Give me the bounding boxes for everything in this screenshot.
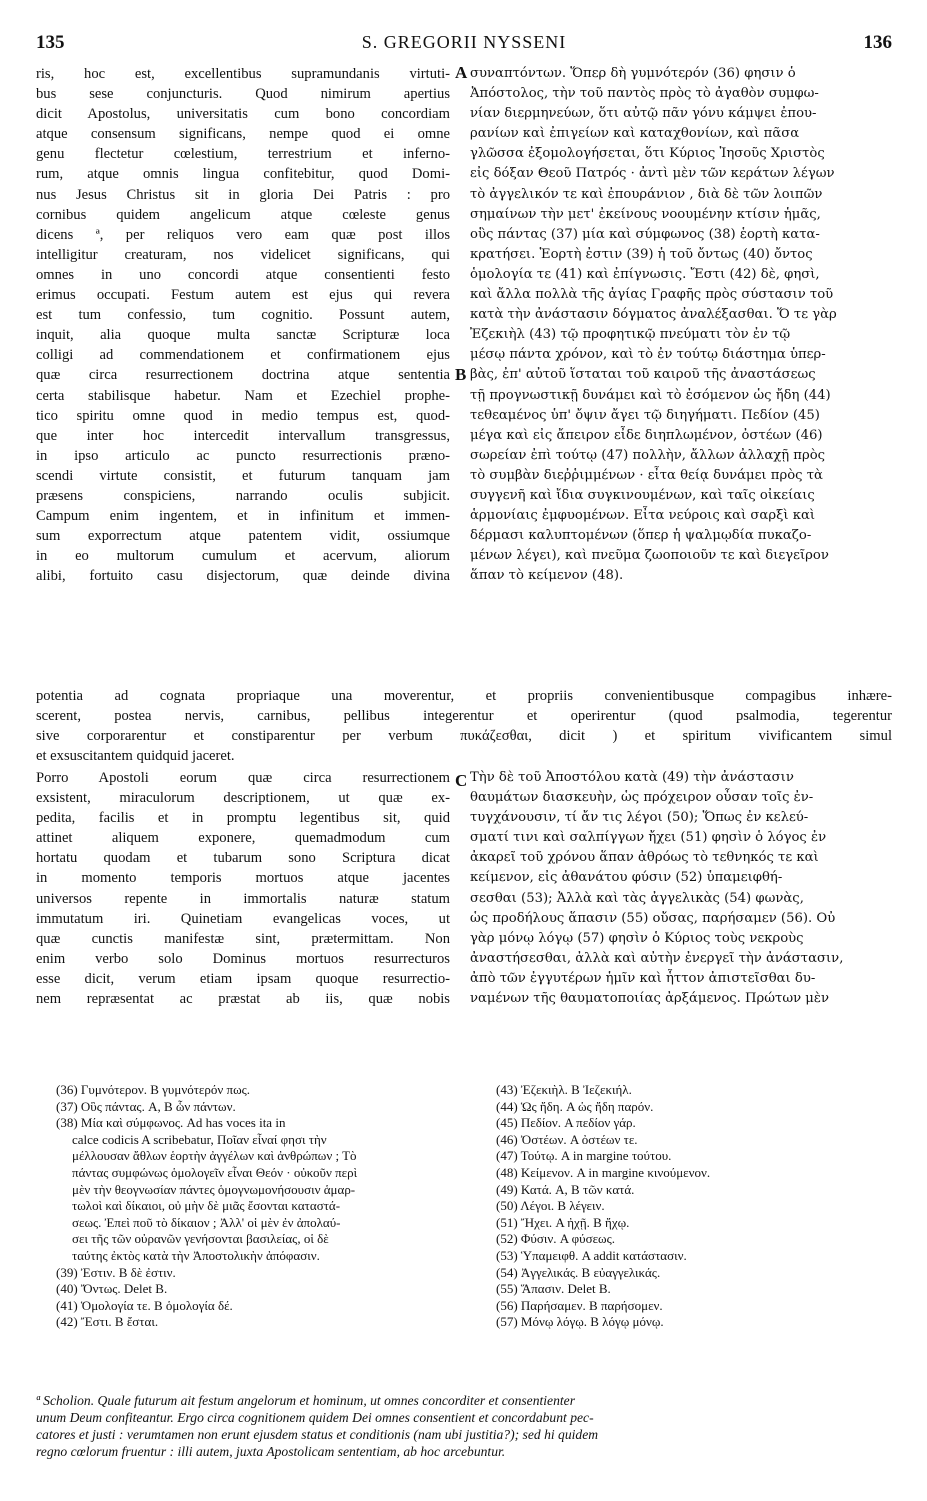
latin-column-bottom — [36, 768, 450, 1009]
footnote-line: σει τῆς τῶν οὐρανῶν γενήσονται βασιλείας, οἱ δὲ — [72, 1231, 329, 1247]
latin-text-line: dicens ª, per reliquos vero eam quæ post illos — [36, 226, 450, 243]
footnote-line: (52) Φύσιν. A φύσεως. — [496, 1231, 616, 1247]
latin-text-line: que inter hoc intercedit intervallum transgressus, — [36, 427, 450, 444]
running-header — [36, 32, 892, 56]
footnote-line: σεως. Ἐπεὶ ποῦ τὸ δίκαιον ; Ἀλλ' οἱ μὲν ἐν ἀπολαύ- — [72, 1214, 341, 1230]
greek-text-line: ὁμολογία τε (41) καὶ ἐπίγνωσις. Ἔστι (42) δὲ, φησὶ, — [470, 266, 820, 282]
latin-text-line: immutatum iri. Quinetiam evangelicas voces, ut — [36, 910, 450, 927]
footnote-line: (36) Γυμνότερον. B γυμνότερόν πως. — [56, 1082, 251, 1097]
footnote-line: (49) Κατά. A, B τῶν κατά. — [496, 1181, 635, 1197]
greek-text-line: συγγενῆ καὶ ἴδια συγκινουμένων, καὶ ταῖς οἰκείαις — [470, 487, 815, 503]
latin-text-line: universos repente in immortalis naturæ statum — [36, 890, 450, 907]
latin-text-line: esse dicit, verum etiam ipsam quoque resurrectio- — [36, 970, 450, 987]
footnote-line: (50) Λέγοι. B λέγειν. — [496, 1198, 605, 1214]
greek-text-line: οὓς πάντας (37) μία καὶ σύμφωνος (38) ἑορτὴ κατα- — [470, 226, 820, 242]
latin-text-line: intelligitur creaturam, nos videlicet significans, qui — [36, 246, 450, 263]
latin-text-line: inquit, alia quoque multa sanctæ Scripturæ loca — [36, 327, 450, 344]
latin-text-line: enim verbo solo Dominus mortuos resurrecturos — [36, 950, 450, 967]
latin-text-line: tico spiritu omne quod in medio tempus est, quod- — [36, 407, 450, 424]
latin-text-line: colligi ad commendationem et confirmationem ejus — [36, 347, 450, 364]
greek-text-line: καὶ ἄλλα πολλὰ τῆς ἁγίας Γραφῆς πρὸς σύστασιν τοῦ — [470, 287, 834, 303]
scholion-line: ª Scholion. Quale futurum ait festum angelorum et hominum, ut omnes concorditer et consentienter — [36, 1393, 575, 1408]
latin-text-line: pedita, facilis et in promptu legentibus sit, quid — [36, 810, 450, 827]
latin-text-line: omnes in uno concordi atque consentienti festo — [36, 266, 450, 283]
latin-text-line: nem repræsentat ac præstat ab iis, quæ nobis — [36, 991, 450, 1008]
greek-column-top — [470, 64, 892, 586]
latin-text-line: atque consensum significans, nempe quod ei omne — [36, 126, 450, 143]
greek-text-line: συναπτόντων. Ὅπερ δὴ γυμνότερόν (36) φησιν ὁ — [470, 66, 796, 81]
footnote-line: calce codicis A scribebatur, Ποῖαν εἶναί φησι τὴν — [72, 1131, 327, 1147]
greek-text-line: τυγχάνουσιν, τί ἄν τις λέγοι (50); Ὅπως ἐν κελεύ- — [470, 810, 809, 826]
greek-text-line: κατὰ τὴν ἀνάστασιν δόγματος ἀναλέξασθαι. Ὅ τε γὰρ — [470, 307, 837, 323]
latin-text-line: Porro Apostoli eorum quæ circa resurrectionem — [36, 770, 450, 786]
scholion-line: catores et justi : verumtamen non erunt ejusdem status et conditionis (nam ubi justitia?); sed hi quidem — [36, 1427, 599, 1442]
greek-text-line: Ἐζεκιὴλ (43) τῷ προφητικῷ πνεύματι τὸν ἐν τῷ — [470, 327, 791, 343]
footnote-line: (51) Ἤχει. A ἠχῇ. B ἤχῳ. — [496, 1214, 630, 1230]
footnotes-left — [56, 1082, 456, 1331]
latin-text-line: in ipso articulo ac puncto resurrectionis præno- — [36, 447, 450, 464]
section-marker-a: A — [455, 63, 468, 82]
greek-text-line: τεθεαμένος ὑπ' ὄψιν ἄγει τῷ διηγήματι. Πεδίον (45) — [470, 407, 820, 423]
footnote-line: (47) Τούτῳ. A in margine τούτου. — [496, 1148, 672, 1164]
greek-text-line: σεσθαι (53); Ἀλλὰ καὶ τὰς ἀγγελικὰς (54) φωνὰς, — [470, 890, 804, 906]
footnote-line: (46) Ὀστέων. A ὀστέων τε. — [496, 1131, 638, 1147]
latin-text-line: in momento temporis mortuos atque jacentes — [36, 870, 450, 887]
greek-text-line: σωρείαν ἐπὶ τούτῳ (47) πολλὴν, ἄλλων ἀλλαχῇ πρὸς — [470, 447, 826, 463]
greek-text-line: ἀπὸ τῶν ἐγγυτέρων ἡμῖν καὶ ἧττον ἀπιστεῖσθαι δυ- — [470, 970, 816, 986]
scholion-line: regno cœlorum fruentur : illi autem, juxta Apostolicam sententiam, ab hoc arcebuntur. — [36, 1444, 506, 1459]
footnote-line: (43) Ἐζεκιὴλ. B Ἰεζεκιήλ. — [496, 1082, 632, 1097]
latin-text-line: Campum enim ingentem, et in infinitum et immen- — [36, 508, 450, 525]
latin-text-line: rum, atque omnis lingua confitebitur, quod Domi- — [36, 166, 450, 183]
footnote-line: πάντας συμφώνως ὁμολογεῖν εἶναι Θεόν · οὐκοῦν περὶ — [72, 1164, 358, 1180]
latin-text-line: attinet aliquem exponere, quemadmodum cum — [36, 830, 450, 847]
greek-text-line: τῇ προγνωστικῇ δυνάμει καὶ τὸ ἐσόμενον ὡς ἤδη (44) — [470, 387, 831, 403]
greek-text-line: ὡς προδήλους ἅπασιν (55) οὔσας, παρήσαμεν (56). Οὐ — [470, 910, 836, 926]
greek-text-line: γὰρ μόνῳ λόγῳ (57) φησὶν ὁ Κύριος τοὺς νεκροὺς — [470, 930, 804, 946]
footnote-line: (57) Μόνῳ λόγῳ. B λόγῳ μόνῳ. — [496, 1314, 664, 1330]
footnotes-right — [496, 1082, 892, 1331]
greek-text-line: σημαίνων τὴν μετ' ἐκείνους νοουμένην κτίσιν ἡμᾶς, — [470, 206, 821, 222]
latin-text-line: alibi, fortuito casu disjectorum, quæ deinde divina — [36, 568, 450, 585]
section-marker-c: C — [455, 771, 468, 790]
footnote-line: (53) Ὑπαμειφθ. A addit κατάστασιν. — [496, 1247, 687, 1263]
greek-text-line: Τὴν δὲ τοῦ Ἀποστόλου κατὰ (49) τὴν ἀνάστασιν — [470, 770, 794, 785]
greek-text-line: Ἀπόστολος, τὴν τοῦ παντὸς πρὸς τὸ ἀγαθὸν συμφω- — [470, 86, 819, 102]
footnote-line: (45) Πεδίον. A πεδίον γάρ. — [496, 1115, 636, 1131]
latin-text-line: in eo multorum cumulum et acervum, aliorum — [36, 548, 450, 565]
full-width-text-line: potentia ad cognata propriaque una moverentur, et propriis convenientibusque compagibus inhære- — [36, 688, 892, 704]
greek-text-line: ἀκαρεῖ τοῦ χρόνου ἅπαν ἀθρόως τὸ τεθνηκός τε καὶ — [470, 850, 819, 866]
latin-text-line: ris, hoc est, excellentibus supramundanis virtuti- — [36, 66, 450, 82]
greek-text-line: μένων λέγει), καὶ πνεῦμα ζωοποιοῦν τε καὶ διεγεῖρον — [470, 548, 829, 564]
greek-text-line: ναμένων τῆς θαυματοποιίας ἀρξάμενος. Πρώτων μὲν — [470, 991, 829, 1007]
latin-text-line: nus Jesus Christus sit in gloria Dei Patris : pro — [36, 186, 450, 203]
greek-text-line: ἀναστήσεσθαι, ἀλλὰ καὶ αὐτὴν ἐνεργεῖ τὴν ἀνάστασιν, — [470, 950, 844, 966]
latin-text-line: exsistent, miraculorum descriptionem, ut quæ ex- — [36, 790, 450, 807]
greek-text-line: εἰς δόξαν Θεοῦ Πατρός · ἀντὶ μὲν τῶν κεράτων λέγων — [470, 166, 835, 182]
footnote-line: (44) Ὡς ἤδη. A ὡς ἤδη παρόν. — [496, 1098, 654, 1114]
latin-text-line: certa stabilisque habetur. Nam et Ezechiel prophe- — [36, 387, 450, 404]
full-width-text-line: et exsuscitantem quidquid jaceret. — [36, 748, 235, 764]
latin-text-line: cornibus quidem angelicum atque cœleste genus — [36, 206, 450, 223]
greek-text-line: κρατήσει. Ἑορτὴ ἐστιν (39) ἡ τοῦ ὄντως (40) ὄντος — [470, 246, 813, 262]
latin-text-line: erimus occupati. Festum autem est ejus qui revera — [36, 287, 450, 304]
footnote-line: ταύτης ἐκτὸς κατὰ τὴν Ἀποστολικὴν ἀπόφασιν. — [72, 1247, 320, 1263]
latin-text-line: est tum confessio, tum cognitio. Possunt autem, — [36, 307, 450, 324]
footnote-line: (39) Ἐστιν. B δὲ ἐστιν. — [56, 1264, 176, 1280]
latin-column-top — [36, 64, 450, 586]
greek-text-line: μέσῳ πάντα χρόνον, καὶ τὸ ἐν τούτῳ διάστημα ὑπερ- — [470, 347, 826, 363]
footnote-line: (55) Ἅπασιν. Delet B. — [496, 1281, 611, 1297]
greek-text-line: τὸ συμβὰν διεῤῥιμμένων · εἶτα θείᾳ δυνάμει πρὸς τὰ — [470, 467, 823, 483]
footnote-line: (48) Κείμενον. A in margine κινούμενον. — [496, 1164, 711, 1180]
latin-text-line: dicit Apostolus, universitatis cum bono concordiam — [36, 106, 450, 123]
footnote-line: (41) Ὁμολογία τε. B ὁμολογία δέ. — [56, 1297, 233, 1313]
greek-text-line: κείμενον, εἰς ἀθανάτου φύσιν (52) ὑπαμειφθή- — [470, 870, 783, 886]
full-width-text-line: scerent, postea nervis, carnibus, pellibus integerentur et operirentur (quod psalmodia, tegerentur — [36, 708, 892, 724]
latin-text-line: bus sese conjuncturis. Quod nimirum apertius — [36, 86, 450, 103]
scholion-line: unum Deum confiteantur. Ergo circa cognitionem quidem Dei omnes consentient et concordabunt pec- — [36, 1410, 594, 1425]
greek-text-line: γλῶσσα ἐξομολογήσεται, ὅτι Κύριος Ἰησοῦς Χριστὸς — [470, 146, 825, 162]
greek-text-line: ἁρμονίαις ἐμφυομένων. Εἶτα νεύροις καὶ σαρξὶ καὶ — [470, 508, 816, 524]
full-width-text-line: sive corporarentur et constiparentur per verbum πυκάζεσθαι, dicit ) et spiritum vivificantem simul — [36, 728, 892, 744]
latin-text-line: quæ circa resurrectionem doctrina atque sententia — [36, 367, 450, 384]
page-number-left: 135 — [36, 32, 65, 53]
latin-text-line: sum exporrectum atque patentem vidit, ossiumque — [36, 528, 450, 545]
page-number-right: 136 — [863, 32, 892, 53]
footnote-line: μὲν τὴν θεογνωσίαν πάντες ὁμογνωμονήσουσιν ἁμαρ- — [72, 1181, 356, 1197]
footnote-line: (40) Ὄντως. Delet B. — [56, 1281, 168, 1297]
footnote-line: (54) Ἀγγελικάς. B εὐαγγελικάς. — [496, 1264, 661, 1280]
latin-text-line: præsens conspiciens, narrando oculis subjicit. — [36, 487, 450, 504]
greek-text-line: θαυμάτων διασκευὴν, ὡς πρόχειρον οὖσαν τοῖς ἐν- — [470, 790, 814, 806]
footnote-line: (42) Ἔστι. B ἔσται. — [56, 1314, 159, 1330]
greek-column-bottom — [470, 768, 892, 1009]
greek-text-line: μέγα καὶ εἰς ἄπειρον εἶδε διηπλωμένον, ὀστέων (46) — [470, 427, 823, 443]
greek-text-line: ἅπαν τὸ κείμενον (48). — [470, 568, 624, 584]
greek-text-line: σματί τινι καὶ σαλπίγγων ἤχει (51) φησὶν ὁ λόγος ἐν — [470, 830, 827, 846]
greek-text-line: ρανίων καὶ ἐπιγείων καὶ καταχθονίων, καὶ πᾶσα — [470, 126, 800, 142]
greek-text-line: νίαν διερμηνεύων, ὅτι αὐτῷ πᾶν γόνυ κάμψει ἐπου- — [470, 106, 817, 122]
greek-text-line: τὸ ἀγγελικόν τε καὶ ἐπουράνιον , διὰ δὲ τῶν λοιπῶν — [470, 186, 823, 202]
greek-text-line: δέρμασι καλυπτομένων (ὅπερ ἡ ψαλμῳδία πυκαζο- — [470, 528, 812, 544]
section-marker-b: B — [455, 365, 467, 384]
latin-text-line: genu flectetur cœlestium, terrestrium et inferno- — [36, 146, 450, 163]
footnote-line: τωλοὶ καὶ δίκαιοι, οὐ μὴν δὲ μιᾶς ἔσονται καταστά- — [72, 1198, 341, 1214]
greek-text-line: βὰς, ἐπ' αὐτοῦ ἵσταται τοῦ καιροῦ τῆς ἀναστάσεως — [470, 367, 816, 383]
scholion-note — [36, 1392, 892, 1460]
latin-text-line: scendi virtute consistit, et futurum tanquam jam — [36, 467, 450, 484]
latin-text-line: quæ cunctis manifestæ sint, prætermittam. Non — [36, 930, 450, 947]
full-width-passage — [36, 686, 892, 766]
running-title: S. GREGORII NYSSENI — [361, 32, 567, 52]
footnote-line: (38) Μία καὶ σύμφωνος. Ad has voces ita in — [56, 1115, 286, 1131]
footnote-line: μέλλουσαν ἄθλων ἑορτὴν ἀγγέλων καὶ ἀνθρώπων ; Τὸ — [72, 1148, 357, 1164]
footnote-line: (56) Παρήσαμεν. B παρήσομεν. — [496, 1297, 663, 1313]
latin-text-line: hortatu quodam et tubarum sono Scriptura dicat — [36, 850, 450, 867]
footnote-line: (37) Οὓς πάντας. A, B ὧν πάντων. — [56, 1098, 236, 1114]
